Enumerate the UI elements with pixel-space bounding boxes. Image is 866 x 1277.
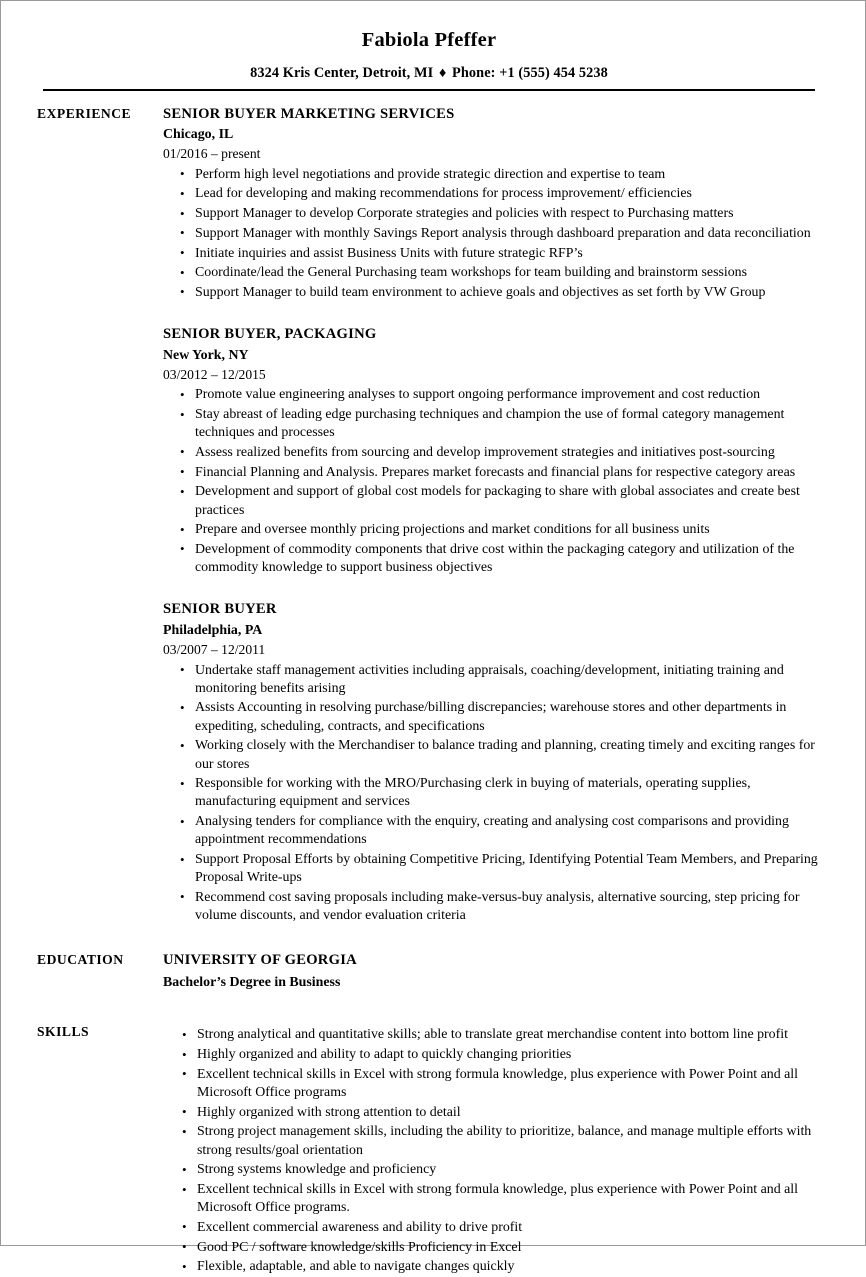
- job-location: Chicago, IL: [163, 127, 234, 143]
- list-item: • Undertake staff management activities including appraisals, coaching/development, initiating training and monitoring benefits arising: [163, 662, 821, 698]
- job-responsibilities: [163, 166, 821, 302]
- list-item: • Assess realized benefits from sourcing and develop improvement strategies and initiatives post-sourcing: [163, 444, 821, 462]
- job-location: New York, NY: [163, 347, 249, 363]
- list-item: • Flexible, adaptable, and able to navigate changes quickly: [163, 1258, 821, 1276]
- list-item: • Lead for developing and making recommendations for process improvement/ efficiencies: [163, 185, 821, 203]
- list-item: • Assists Accounting in resolving purchase/billing discrepancies; warehouse stores and other departments in expediting, scheduling, contracts, and specifications: [163, 699, 821, 735]
- list-item: • Excellent technical skills in Excel with strong formula knowledge, plus experience with Power Point and all Microsoft Office programs.: [163, 1181, 821, 1217]
- job-location: Philadelphia, PA: [163, 623, 263, 639]
- contact-line: [37, 65, 821, 82]
- list-item: • Initiate inquiries and assist Business Units with future strategic RFP’s: [163, 245, 821, 263]
- experience-entry: [163, 325, 821, 577]
- resume-content: [1, 1, 865, 1275]
- list-item: • Excellent technical skills in Excel with strong formula knowledge, plus experience with Power Point and all Microsoft Office programs: [163, 1066, 821, 1102]
- header-divider: [43, 89, 815, 91]
- job-responsibilities: [163, 386, 821, 577]
- list-item: • Financial Planning and Analysis. Prepares market forecasts and financial plans for respective category areas: [163, 464, 821, 482]
- list-item: • Strong project management skills, including the ability to prioritize, balance, and manage multiple efforts with strong results/goal orientation: [163, 1123, 821, 1159]
- list-item: • Strong systems knowledge and proficiency: [163, 1161, 821, 1179]
- experience-entry: [163, 105, 821, 303]
- job-title: SENIOR BUYER MARKETING SERVICES: [163, 105, 455, 122]
- job-dates: 03/2012 – 12/2015: [163, 366, 266, 382]
- section-label-education: EDUCATION: [37, 952, 124, 968]
- list-item: • Recommend cost saving proposals including make-versus-buy analysis, alternative sourcing, step pricing for volume discounts, and vendor evaluation criteria: [163, 889, 821, 925]
- job-responsibilities: [163, 662, 821, 926]
- education-list: [161, 951, 821, 992]
- skills-list: [163, 1026, 821, 1276]
- section-education: [37, 951, 821, 992]
- list-item: • Good PC / software knowledge/skills Proficiency in Excel: [163, 1239, 821, 1257]
- experience-entry: [163, 600, 821, 925]
- list-item: • Analysing tenders for compliance with the enquiry, creating and analysing cost comparisons and providing appointment recommendations: [163, 813, 821, 849]
- list-item: • Development of commodity components that drive cost within the packaging category and utilization of the commodity knowledge to support business objectives: [163, 541, 821, 577]
- list-item: • Excellent commercial awareness and ability to drive profit: [163, 1219, 821, 1237]
- experience-list: [161, 105, 821, 926]
- list-item: • Support Manager to develop Corporate strategies and policies with respect to Purchasing matters: [163, 205, 821, 223]
- list-item: • Support Manager to build team environment to achieve goals and objectives as set forth by VW Group: [163, 284, 821, 302]
- list-item: • Development and support of global cost models for packaging to share with global associates and create best practices: [163, 483, 821, 519]
- list-item: • Highly organized with strong attention to detail: [163, 1104, 821, 1122]
- list-item: • Strong analytical and quantitative skills; able to translate great merchandise content into bottom line profit: [163, 1026, 821, 1044]
- list-item: • Working closely with the Merchandiser to balance trading and planning, creating timely and exciting ranges for our stores: [163, 737, 821, 773]
- section-label-experience: EXPERIENCE: [37, 105, 132, 121]
- job-dates: 01/2016 – present: [163, 146, 261, 162]
- list-item: • Coordinate/lead the General Purchasing team workshops for team building and brainstorm sessions: [163, 264, 821, 282]
- list-item: • Support Manager with monthly Savings Report analysis through dashboard preparation and data reconciliation: [163, 225, 821, 243]
- list-item: • Responsible for working with the MRO/Purchasing clerk in buying of materials, operating supplies, manufacturing equipment and services: [163, 775, 821, 811]
- degree-name: Bachelor’s Degree in Business: [163, 975, 341, 991]
- list-item: • Perform high level negotiations and provide strategic direction and expertise to team: [163, 166, 821, 184]
- section-label-skills: SKILLS: [37, 1024, 90, 1040]
- diamond-separator-icon: ♦: [438, 64, 447, 81]
- list-item: • Highly organized and ability to adapt to quickly changing priorities: [163, 1046, 821, 1064]
- job-title: SENIOR BUYER, PACKAGING: [163, 326, 377, 343]
- skills-body: [161, 1023, 821, 1276]
- job-title: SENIOR BUYER: [163, 601, 277, 618]
- candidate-name: Fabiola Pfeffer: [361, 29, 497, 51]
- list-item: • Promote value engineering analyses to support ongoing performance improvement and cost reduction: [163, 386, 821, 404]
- section-experience: [37, 105, 821, 926]
- contact-address: 8324 Kris Center, Detroit, MI: [250, 64, 434, 81]
- list-item: • Prepare and oversee monthly pricing projections and market conditions for all business units: [163, 521, 821, 539]
- list-item: • Support Proposal Efforts by obtaining Competitive Pricing, Identifying Potential Team Members, and Preparing Proposal Write-ups: [163, 851, 821, 887]
- resume-header: [37, 28, 821, 91]
- section-skills: [37, 1023, 821, 1276]
- contact-phone: Phone: +1 (555) 454 5238: [452, 64, 608, 81]
- list-item: • Stay abreast of leading edge purchasing techniques and champion the use of formal category management techniques and processes: [163, 406, 821, 442]
- school-name: UNIVERSITY OF GEORGIA: [163, 952, 357, 969]
- job-dates: 03/2007 – 12/2011: [163, 642, 266, 658]
